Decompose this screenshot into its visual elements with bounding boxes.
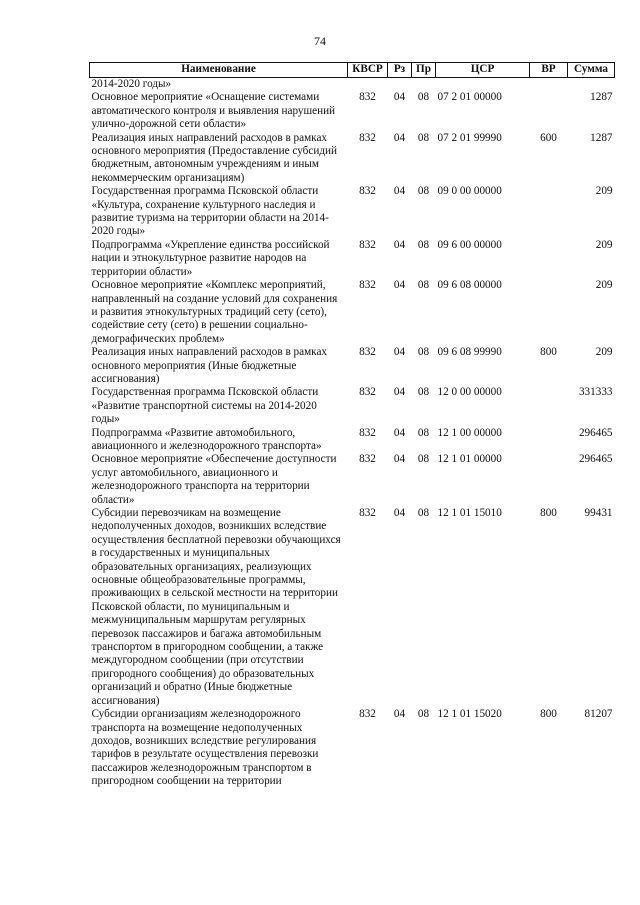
row-vr: 600 — [540, 131, 557, 144]
row-kvsr: 832 — [359, 346, 376, 359]
row-csr: 12 1 00 00000 — [437, 426, 502, 439]
header-kvsr: КВСР — [348, 63, 388, 78]
row-name: Государственная программа Псковской области «Культура, сохранение культурного наследия и развитие туризма на территории области на 2014-2020 годы» — [91, 185, 329, 238]
row-name: Основное мероприятие «Комплекс мероприятий, направленный на создание условий для сохранения и развития этнокультурных традиций сету (сето), содействие сету (сето) в решении социально-демографических проблем» — [91, 279, 338, 345]
row-pr: 08 — [417, 279, 430, 292]
table-body — [90, 78, 615, 789]
row-csr: 09 6 08 00000 — [437, 279, 502, 292]
row-kvsr: 832 — [359, 279, 376, 292]
row-sum: 296465 — [578, 426, 613, 439]
page-number: 74 — [314, 34, 326, 48]
row-rz — [388, 78, 412, 92]
row-rz: 04 — [393, 453, 406, 466]
row-sum: 1287 — [590, 91, 613, 104]
row-vr — [530, 427, 568, 454]
row-pr: 08 — [417, 507, 430, 519]
row-vr — [530, 91, 568, 131]
row-csr: 07 2 01 00000 — [437, 91, 502, 104]
row-pr: 08 — [417, 426, 430, 439]
table-row — [90, 453, 615, 507]
row-pr: 08 — [417, 386, 430, 399]
row-csr: 12 1 01 00000 — [437, 453, 502, 466]
table-row — [90, 427, 615, 454]
row-name: Подпрограмма «Развитие автомобильного, авиационного и железнодорожного транспорта» — [91, 426, 322, 452]
row-vr — [530, 185, 568, 239]
row-pr: 08 — [417, 346, 430, 359]
table-row — [90, 239, 615, 279]
row-kvsr — [348, 78, 388, 92]
row-kvsr: 832 — [359, 185, 376, 198]
row-name: Основное мероприятие «Оснащение системами автоматического контроля и выявления нарушений улично-дорожной сети области» — [91, 91, 336, 131]
row-name: Реализация иных направлений расходов в рамках основного мероприятия (Предоставление субсидий бюджетным, автономным учреждениям и иным некоммерческим организациям) — [91, 131, 337, 184]
row-kvsr: 832 — [359, 426, 376, 439]
row-vr: 800 — [540, 507, 557, 519]
row-csr: 12 0 00 00000 — [437, 386, 502, 399]
row-csr: 07 2 01 99990 — [437, 131, 502, 144]
row-sum: 209 — [595, 279, 613, 292]
row-name: Субсидии организациям железнодорожного транспорта на возмещение недополученных доходов, возникших вследствие регулирования тарифов в результате осуществления перевозки пассажиров железнодорожным транспортом в пригородном сообщении на территории — [91, 708, 319, 788]
row-name: Субсидии перевозчикам на возмещение недополученных доходов, возникших вследствие осуществления бесплатной перевозки обучающихся в государственных и муниципальных образовательных организациях, реализующих основные общеобразовательные программы, проживающих в сельской местности на территории Псковской области, по муниципальным и межмуниципальным маршрутам регулярных перевозок пассажиров и багажа автомобильным транспортом в пригородном сообщении, а также междугородном сообщении (при отсутствии пригородного сообщения) до образовательных организаций и обратно (Иные бюджетные ассигнования) — [91, 507, 341, 707]
row-kvsr: 832 — [359, 238, 376, 251]
row-rz: 04 — [393, 185, 406, 198]
row-sum: 296465 — [578, 453, 613, 466]
row-name: Реализация иных направлений расходов в рамках основного мероприятия (Иные бюджетные ассигнования) — [91, 346, 328, 385]
row-vr: 800 — [540, 346, 557, 359]
table-row — [90, 386, 615, 426]
header-vr: ВР — [530, 63, 568, 78]
row-csr — [436, 78, 530, 92]
table-row — [90, 708, 615, 788]
row-pr: 08 — [417, 708, 430, 721]
row-pr — [412, 78, 436, 92]
table-row — [90, 132, 615, 186]
row-kvsr: 832 — [359, 91, 376, 104]
row-vr — [530, 386, 568, 426]
row-name: Подпрограмма «Укрепление единства российской нации и этнокультурное развитие народов на территории области» — [91, 238, 330, 278]
row-kvsr: 832 — [359, 131, 376, 144]
row-sum: 81207 — [584, 708, 613, 721]
budget-table — [89, 62, 615, 789]
row-rz: 04 — [393, 279, 406, 292]
row-csr: 09 6 08 99990 — [437, 346, 502, 359]
table-row — [90, 185, 615, 239]
row-rz: 04 — [393, 708, 406, 721]
row-pr: 08 — [417, 131, 430, 144]
row-rz: 04 — [393, 131, 406, 144]
table-row — [90, 346, 615, 386]
header-rz: Рз — [388, 63, 412, 78]
header-name: Наименование — [90, 63, 348, 78]
row-pr: 08 — [417, 91, 430, 104]
header-csr: ЦСР — [436, 63, 530, 78]
row-kvsr: 832 — [359, 453, 376, 466]
row-rz: 04 — [393, 386, 406, 399]
table-header-row — [90, 63, 615, 78]
row-sum: 331333 — [578, 386, 613, 399]
row-rz: 04 — [393, 507, 406, 519]
table-row — [90, 91, 615, 131]
table-row — [90, 279, 615, 346]
header-sum: Сумма — [568, 63, 615, 78]
row-sum — [568, 78, 615, 92]
row-sum: 209 — [595, 238, 613, 251]
row-sum: 209 — [595, 185, 613, 198]
row-csr: 12 1 01 15010 — [437, 507, 502, 519]
row-rz: 04 — [393, 238, 406, 251]
row-vr — [530, 78, 568, 92]
row-sum: 1287 — [590, 131, 613, 144]
row-kvsr: 832 — [359, 386, 376, 399]
row-rz: 04 — [393, 346, 406, 359]
row-csr: 12 1 01 15020 — [437, 708, 502, 721]
table-row — [90, 507, 615, 708]
row-csr: 09 6 00 00000 — [437, 238, 502, 251]
row-vr — [530, 239, 568, 279]
row-name: Государственная программа Псковской области «Развитие транспортной системы на 2014-2020 годы» — [91, 386, 319, 426]
row-pr: 08 — [417, 185, 430, 198]
row-name: 2014-2020 годы» — [91, 78, 172, 90]
row-sum: 209 — [595, 346, 613, 359]
row-sum: 99431 — [584, 507, 613, 519]
row-rz: 04 — [393, 91, 406, 104]
header-pr: Пр — [412, 63, 436, 78]
row-pr: 08 — [417, 453, 430, 466]
row-kvsr: 832 — [359, 708, 376, 721]
row-vr: 800 — [540, 708, 557, 721]
row-vr — [530, 279, 568, 346]
row-vr — [530, 453, 568, 507]
row-rz: 04 — [393, 426, 406, 439]
row-pr: 08 — [417, 238, 430, 251]
row-name: Основное мероприятие «Обеспечение доступности услуг автомобильного, авиационного и железнодорожного транспорта на территории области» — [91, 453, 337, 506]
table-row — [90, 78, 615, 92]
row-kvsr: 832 — [359, 507, 376, 519]
row-csr: 09 0 00 00000 — [437, 185, 502, 198]
